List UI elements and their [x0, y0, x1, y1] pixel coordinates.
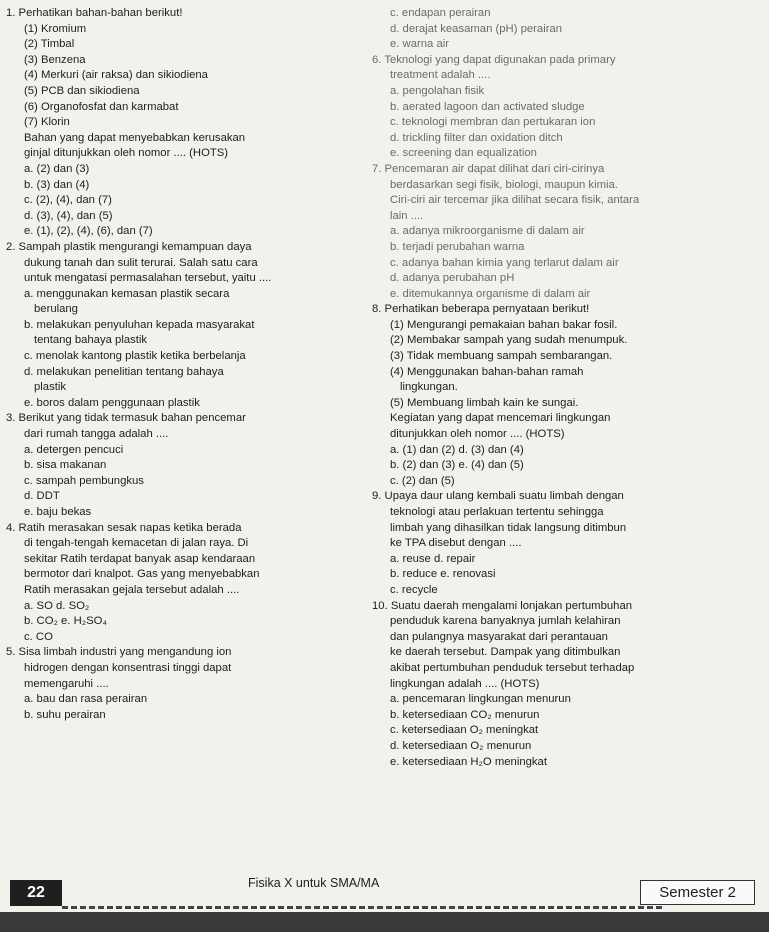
text-line: b. melakukan penyuluhan kepada masyarakat	[24, 318, 255, 331]
text-line: b. terjadi perubahan warna	[390, 240, 525, 253]
text-line: e. ditemukannya organisme di dalam air	[390, 287, 591, 300]
text-line: d. adanya perubahan pH	[390, 272, 515, 285]
text-line: limbah yang dihasilkan tidak langsung ditimbun	[390, 521, 627, 534]
right-column	[372, 6, 764, 770]
text-line: e. boros dalam penggunaan plastik	[24, 396, 200, 409]
text-line: memengaruhi ....	[24, 677, 109, 690]
text-line: teknologi atau perlakuan tertentu sehingga	[390, 506, 604, 518]
text-line: untuk mengatasi permasalahan tersebut, yaitu ....	[24, 272, 272, 285]
text-line: hidrogen dengan konsentrasi tinggi dapat	[24, 661, 232, 674]
page-number: 22	[10, 880, 62, 906]
text-line: Kegiatan yang dapat mencemari lingkungan	[390, 412, 611, 425]
text-line: berdasarkan segi fisik, biologi, maupun kimia.	[390, 178, 618, 191]
text-line: c. ketersediaan O₂ meningkat	[390, 724, 539, 737]
text-line: (4) Menggunakan bahan-bahan ramah	[390, 365, 584, 378]
text-line: c. recycle	[390, 583, 438, 596]
text-line: Ratih merasakan gejala tersebut adalah ....	[24, 583, 240, 596]
text-line: 1. Perhatikan bahan-bahan berikut!	[6, 7, 183, 19]
text-line: sekitar Ratih terdapat banyak asap kendaraan	[24, 552, 256, 565]
text-line: b. (2) dan (3) e. (4) dan (5)	[390, 459, 524, 472]
text-line: b. sisa makanan	[24, 459, 107, 472]
text-line: d. derajat keasaman (pH) perairan	[390, 22, 563, 35]
text-line: b. aerated lagoon dan activated sludge	[390, 100, 585, 113]
text-line: a. (2) dan (3)	[24, 162, 90, 175]
text-line: b. ketersediaan CO₂ menurun	[390, 708, 540, 721]
text-line: ke TPA disebut dengan ....	[390, 537, 522, 550]
text-line: d. DDT	[24, 490, 60, 503]
text-line: d. ketersediaan O₂ menurun	[390, 739, 532, 752]
text-line: Bahan yang dapat menyebabkan kerusakan	[24, 131, 246, 144]
text-line: dari rumah tangga adalah ....	[24, 428, 169, 441]
text-line: lingkungan.	[400, 381, 458, 394]
text-line: (3) Tidak membuang sampah sembarangan.	[390, 350, 613, 363]
text-line: (5) PCB dan sikiodiena	[24, 84, 140, 97]
text-line: c. CO	[24, 630, 53, 643]
text-line: a. bau dan rasa perairan	[24, 693, 148, 706]
footer-divider	[62, 906, 662, 909]
text-line: 8. Perhatikan beberapa pernyataan berikut!	[372, 303, 590, 316]
text-line: akibat pertumbuhan penduduk tersebut terhadap	[390, 661, 635, 674]
text-line: 3. Berikut yang tidak termasuk bahan pencemar	[6, 412, 246, 425]
text-line: (2) Membakar sampah yang sudah menumpuk.	[390, 334, 628, 347]
text-line: plastik	[34, 381, 67, 394]
text-line: ginjal ditunjukkan oleh nomor .... (HOTS)	[24, 147, 229, 160]
text-line: e. screening dan equalization	[390, 147, 537, 160]
text-line: (4) Merkuri (air raksa) dan sikiodiena	[24, 69, 208, 82]
text-line: d. (3), (4), dan (5)	[24, 209, 113, 222]
text-line: dukung tanah dan sulit terurai. Salah satu cara	[24, 256, 258, 269]
bottom-stripe	[0, 912, 769, 932]
text-line: a. (1) dan (2) d. (3) dan (4)	[390, 443, 524, 456]
text-line: 7. Pencemaran air dapat dilihat dari ciri-cirinya	[372, 162, 605, 175]
text-line: c. menolak kantong plastik ketika berbelanja	[24, 350, 246, 363]
text-line: a. pengolahan fisik	[390, 84, 485, 97]
text-line: penduduk karena banyaknya jumlah kelahiran	[390, 615, 621, 628]
text-line: (6) Organofosfat dan karmabat	[24, 100, 179, 113]
text-line: 6. Teknologi yang dapat digunakan pada primary	[372, 53, 616, 66]
book-title: Fisika X untuk SMA/MA	[248, 876, 380, 890]
text-line: a. SO d. SO₂	[24, 599, 90, 612]
text-line: a. reuse d. repair	[390, 552, 476, 565]
text-line: c. sampah pembungkus	[24, 474, 144, 487]
text-line: 10. Suatu daerah mengalami lonjakan pertumbuhan	[372, 599, 633, 612]
page-footer	[0, 872, 769, 912]
text-line: (1) Kromium	[24, 22, 87, 35]
text-line: e. (1), (2), (4), (6), dan (7)	[24, 225, 153, 238]
text-line: d. trickling filter dan oxidation ditch	[390, 131, 563, 144]
text-line: b. (3) dan (4)	[24, 178, 90, 191]
text-line: (3) Benzena	[24, 53, 86, 66]
text-line: ditunjukkan oleh nomor .... (HOTS)	[390, 428, 565, 441]
text-line: c. teknologi membran dan pertukaran ion	[390, 116, 596, 129]
text-line: ke daerah tersebut. Dampak yang ditimbulkan	[390, 646, 621, 659]
text-line: 5. Sisa limbah industri yang mengandung ion	[6, 646, 232, 659]
text-line: e. baju bekas	[24, 506, 92, 518]
text-line: a. detergen pencuci	[24, 443, 124, 456]
text-line: c. (2), (4), dan (7)	[24, 194, 112, 207]
text-line: di tengah-tengah kemacetan di jalan raya. Di	[24, 537, 249, 550]
text-line: (7) Klorin	[24, 116, 70, 129]
text-line: lingkungan adalah .... (HOTS)	[390, 677, 540, 690]
text-line: dan pulangnya masyarakat dari perantauan	[390, 630, 608, 643]
text-line: (5) Membuang limbah kain ke sungai.	[390, 396, 579, 409]
text-line: bermotor dari knalpot. Gas yang menyebabkan	[24, 568, 260, 581]
semester-label: Semester 2	[640, 880, 755, 905]
left-column	[6, 6, 366, 723]
text-line: tentang bahaya plastik	[34, 334, 148, 347]
text-line: d. melakukan penelitian tentang bahaya	[24, 365, 224, 378]
text-line: a. menggunakan kemasan plastik secara	[24, 287, 230, 300]
text-line: e. ketersediaan H₂O meningkat	[390, 755, 547, 768]
text-line: b. suhu perairan	[24, 708, 106, 721]
text-line: 4. Ratih merasakan sesak napas ketika berada	[6, 521, 242, 534]
text-line: 9. Upaya daur ulang kembali suatu limbah dengan	[372, 490, 624, 503]
text-line: b. CO₂ e. H₂SO₄	[24, 615, 108, 628]
text-line: e. warna air	[390, 38, 450, 51]
text-line: a. pencemaran lingkungan menurun	[390, 693, 571, 706]
text-line: c. (2) dan (5)	[390, 474, 455, 487]
text-line: c. adanya bahan kimia yang terlarut dalam air	[390, 256, 619, 269]
text-line: 2. Sampah plastik mengurangi kemampuan daya	[6, 240, 252, 253]
text-line: c. endapan perairan	[390, 7, 491, 19]
text-line: (2) Timbal	[24, 38, 75, 51]
text-line: a. adanya mikroorganisme di dalam air	[390, 225, 585, 238]
text-line: Ciri-ciri air tercemar jika dilihat secara fisik, antara	[390, 194, 640, 207]
text-line: b. reduce e. renovasi	[390, 568, 496, 581]
text-line: lain ....	[390, 209, 424, 222]
text-line: berulang	[34, 303, 78, 316]
text-line: treatment adalah ....	[390, 69, 491, 82]
text-line: (1) Mengurangi pemakaian bahan bakar fosil.	[390, 318, 618, 331]
